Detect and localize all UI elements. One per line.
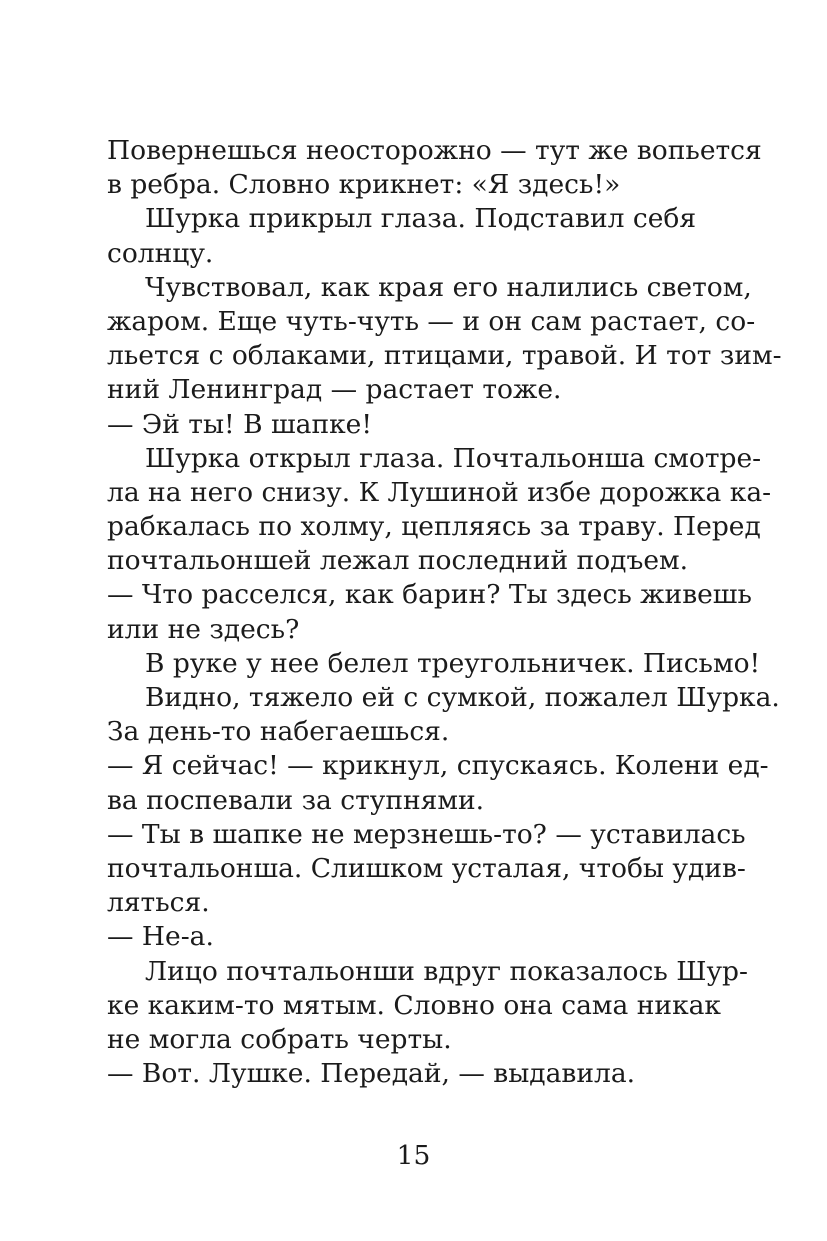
text-line: не могла собрать черты. [107,1023,452,1055]
text-line: почтальоншей лежал последний подъем. [107,545,689,577]
text-line: ний Ленинград — растает тоже. [107,374,562,406]
body-text [107,134,782,1091]
text-line: льется с облаками, птицами, травой. И тот зим- [107,340,782,372]
text-line: Видно, тяжело ей с сумкой, пожалел Шурка. [145,682,780,713]
text-line: Лицо почтальонши вдруг показалось Шур- [145,955,748,987]
text-line: За день-то набегаешься. [107,716,450,748]
text-line: ляться. [107,887,210,919]
text-line: — Эй ты! В шапке! [107,408,372,440]
text-line: Шурка прикрыл глаза. Подставил себя [145,203,697,235]
text-line: или не здесь? [107,613,300,645]
text-line: Повернешься неосторожно — тут же вопьется [107,135,762,166]
text-line: В руке у нее белел треугольничек. Письмо! [145,647,761,679]
text-line: солнцу. [107,237,214,269]
text-line: рабкалась по холму, цепляясь за траву. Перед [107,511,761,543]
text-line: — Я сейчас! — крикнул, спускаясь. Колени ед- [107,750,769,782]
text-line: ла на него снизу. К Лушиной избе дорожка ка- [107,476,772,508]
text-line: — Не-а. [107,921,214,953]
text-line: Шурка открыл глаза. Почтальонша смотре- [145,442,762,474]
text-line: ва поспевали за ступнями. [107,784,485,816]
text-line: Чувствовал, как края его налились светом, [145,271,752,303]
page-number: 15 [396,1140,431,1171]
text-line: жаром. Еще чуть-чуть — и он сам растает, со- [107,305,756,337]
text-line: — Что расселся, как барин? Ты здесь живешь [107,579,752,611]
text-line: ке каким-то мятым. Словно она сама никак [107,989,721,1021]
text-line: — Вот. Лушке. Передай, — выдавила. [107,1058,636,1090]
text-line: — Ты в шапке не мерзнешь-то? — уставилась [107,818,746,850]
text-line: в ребра. Словно крикнет: «Я здесь!» [107,169,621,201]
text-line: почтальонша. Слишком усталая, чтобы удив- [107,852,746,884]
